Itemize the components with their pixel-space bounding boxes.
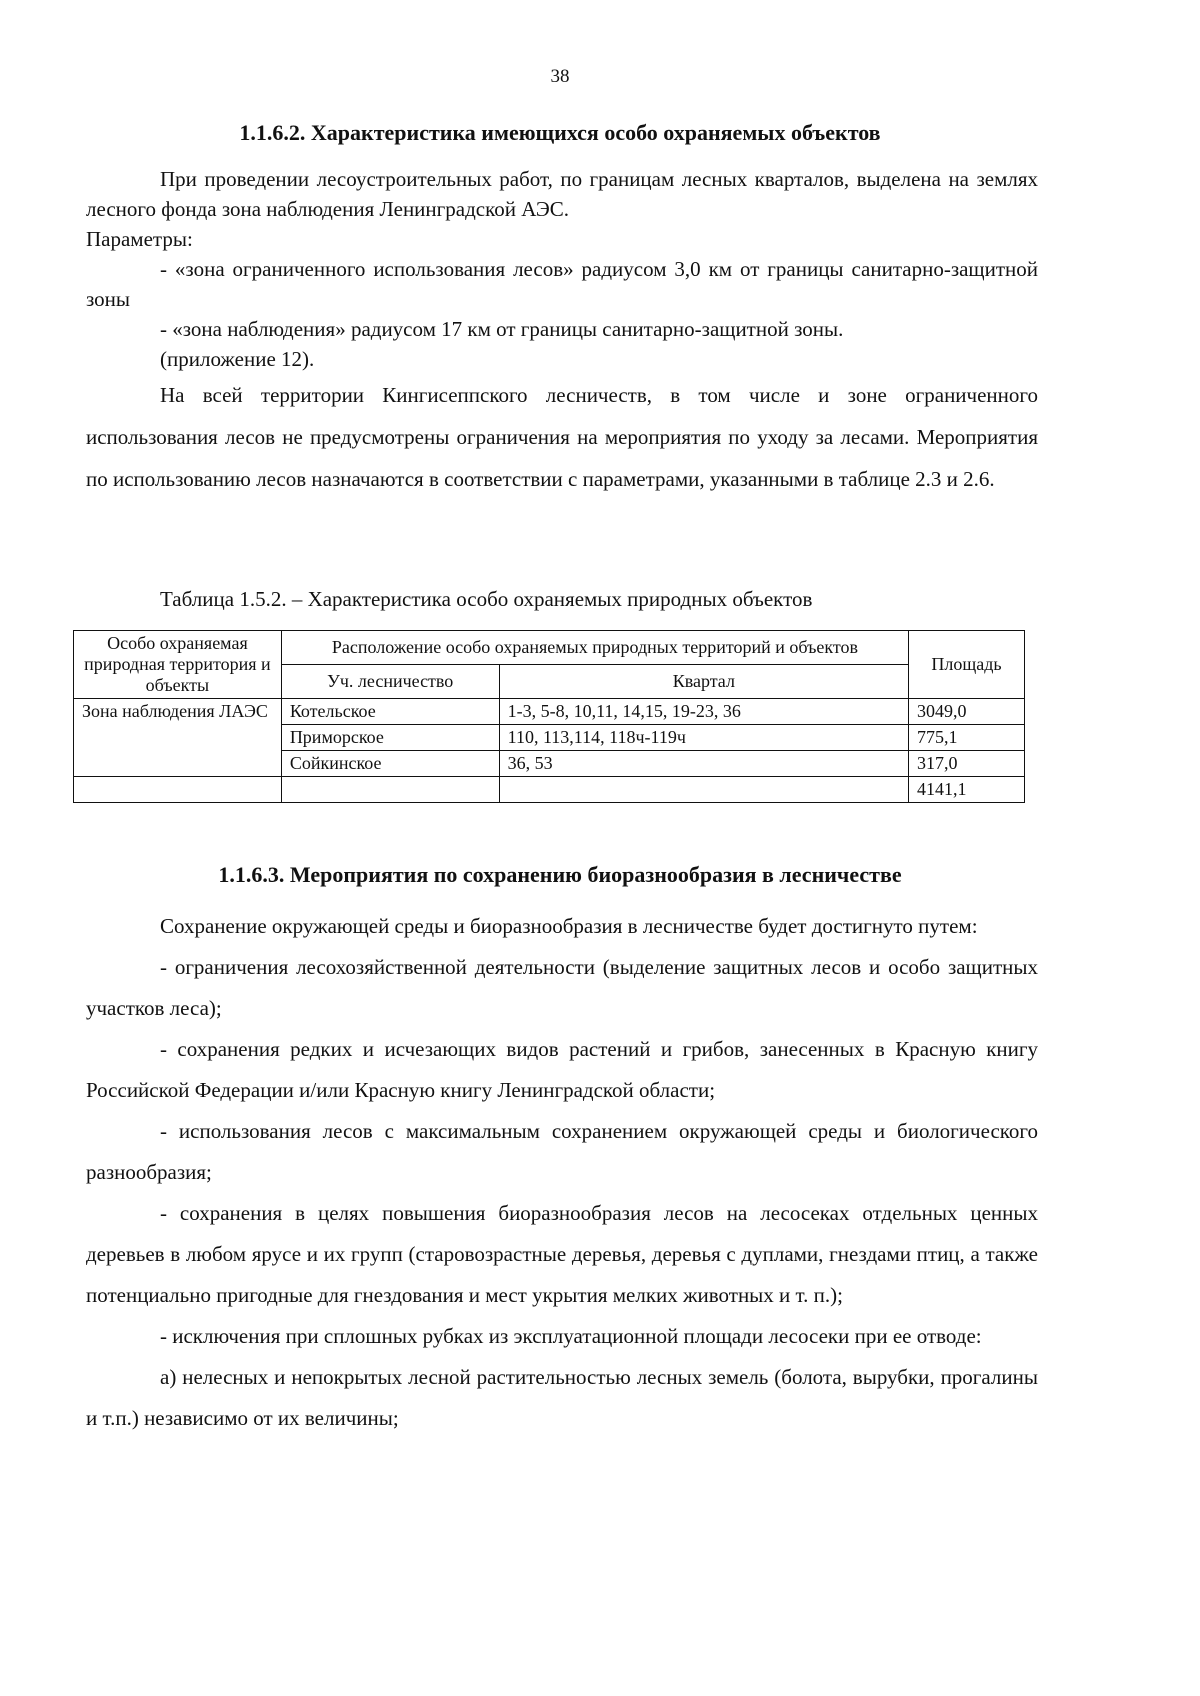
list-item: - «зона ограниченного использования лесов» радиусом 3,0 км от границы санитарно-защитной зоны <box>86 257 1038 311</box>
table-cell: Сойкинское <box>281 751 499 777</box>
table-total-cell: 4141,1 <box>909 777 1025 803</box>
table-header-row <box>74 631 1025 665</box>
section-heading-1-1-6-3: 1.1.6.3. Мероприятия по сохранению биоразнообразия в лесничестве <box>218 862 902 887</box>
list-item: - исключения при сплошных рубках из эксплуатационной площади лесосеки при ее отводе: <box>160 1324 982 1348</box>
table-cell <box>74 777 282 803</box>
header-cell: Уч. лесничество <box>281 665 499 699</box>
paragraph: Параметры: <box>86 227 193 251</box>
list-item: а) нелесных и непокрытых лесной растительностью лесных земель (болота, вырубки, прогалины и т.п.) независимо от их величины; <box>86 1365 1038 1430</box>
table-cell: 775,1 <box>909 725 1025 751</box>
table-cell <box>281 777 499 803</box>
table-cell: Зона наблюдения ЛАЭС <box>74 699 282 777</box>
header-cell: Площадь <box>909 631 1025 699</box>
paragraph: (приложение 12). <box>160 347 315 371</box>
list-item: - использования лесов с максимальным сохранением окружающей среды и биологического разнообразия; <box>86 1119 1038 1184</box>
section-heading-1-1-6-2: 1.1.6.2. Характеристика имеющихся особо охраняемых объектов <box>239 120 881 145</box>
paragraph: На всей территории Кингисеппского лесничеств, в том числе и зоне ограниченного использования лесов не предусмотрены ограничения на мероприятия по уходу за лесами. Мероприятия по использованию лесов назначаются в соответствии с параметрами, указанными в таблице 2.3 и 2.6. <box>86 383 1038 491</box>
list-item: - ограничения лесохозяйственной деятельности (выделение защитных лесов и особо защитных участков леса); <box>86 955 1038 1020</box>
table-row <box>74 699 1025 725</box>
header-cell: Особо охраняемая природная территория и объекты <box>74 631 282 699</box>
table-cell: 3049,0 <box>909 699 1025 725</box>
table-cell: Приморское <box>281 725 499 751</box>
table-cell: 110, 113,114, 118ч-119ч <box>499 725 908 751</box>
table-cell: Котельское <box>281 699 499 725</box>
table-total-row <box>74 777 1025 803</box>
list-item: - «зона наблюдения» радиусом 17 км от границы санитарно-защитной зоны. <box>160 317 844 341</box>
section-2-body <box>86 906 1038 1439</box>
table-caption: Таблица 1.5.2. – Характеристика особо охраняемых природных объектов <box>160 587 813 611</box>
table-cell <box>499 777 908 803</box>
table-cell: 1-3, 5-8, 10,11, 14,15, 19-23, 36 <box>499 699 908 725</box>
paragraph: Сохранение окружающей среды и биоразнообразия в лесничестве будет достигнуто путем: <box>160 914 978 938</box>
table-cell: 36, 53 <box>499 751 908 777</box>
table-cell: 317,0 <box>909 751 1025 777</box>
protected-objects-table <box>73 630 1025 803</box>
list-item: - сохранения редких и исчезающих видов растений и грибов, занесенных в Красную книгу Российской Федерации и/или Красную книгу Ленинградской области; <box>86 1037 1038 1102</box>
page-number: 38 <box>550 66 570 87</box>
list-item: - сохранения в целях повышения биоразнообразия лесов на лесосеках отдельных ценных деревьев в любом ярусе и их групп (старовозрастные деревья, деревья с дуплами, гнездами птиц, а также потенциально пригодные для гнездования и мест укрытия мелких животных и т. п.); <box>86 1201 1038 1307</box>
paragraph: При проведении лесоустроительных работ, по границам лесных кварталов, выделена на землях лесного фонда зона наблюдения Ленинградской АЭС. <box>86 167 1038 221</box>
section-1-body <box>86 164 1038 500</box>
header-cell: Квартал <box>499 665 908 699</box>
header-cell: Расположение особо охраняемых природных территорий и объектов <box>281 631 908 665</box>
